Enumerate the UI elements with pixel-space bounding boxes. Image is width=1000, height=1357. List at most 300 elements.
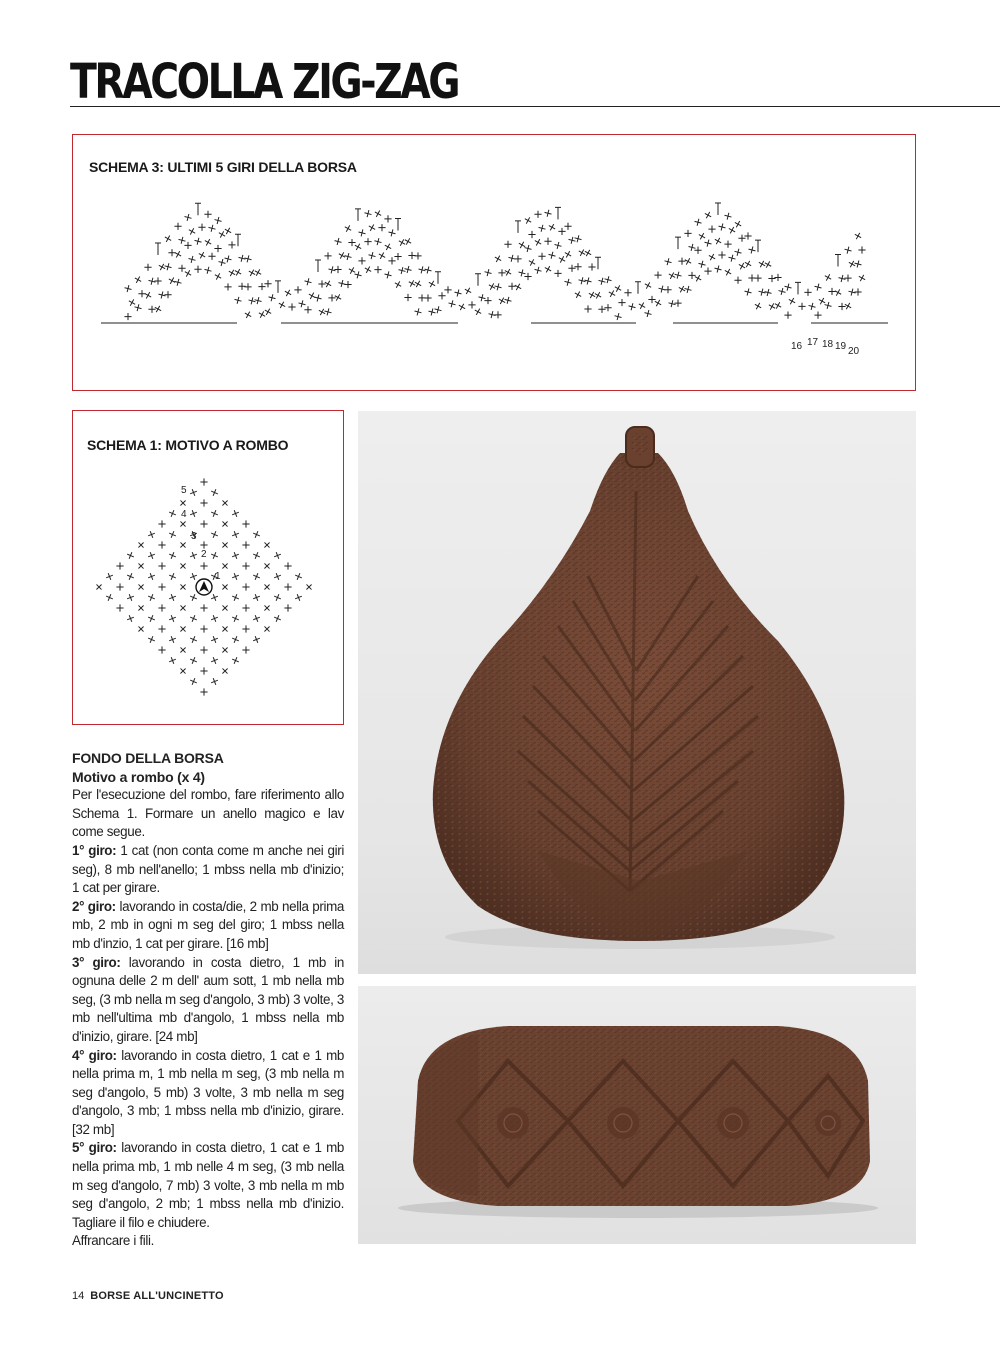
- stitch-symbol: [232, 657, 239, 664]
- stitch-symbol: [734, 277, 741, 284]
- stitch-symbol: [158, 541, 165, 548]
- stitch-symbol: [232, 510, 239, 517]
- stitch-symbol: [409, 280, 415, 286]
- schema3-round-17: 17: [807, 337, 819, 348]
- stitch-symbol: [318, 280, 325, 287]
- stitch-symbol: [208, 253, 215, 260]
- stitch-symbol: [719, 224, 726, 231]
- stitch-symbol: [178, 265, 185, 272]
- stitch-symbol: [579, 277, 586, 284]
- stitch-symbol: [739, 263, 745, 269]
- stitch-symbol: [299, 300, 306, 307]
- stitch-symbol: [305, 278, 312, 285]
- stitch-symbol: [180, 647, 185, 652]
- stitch-symbol: [211, 657, 218, 664]
- stitch-symbol: [705, 212, 711, 218]
- stitch-symbol: [255, 297, 262, 304]
- stitch-symbol: [319, 309, 325, 315]
- stitch-symbol: [138, 605, 143, 610]
- stitch-symbol: [138, 626, 143, 631]
- bag-photo-bottom: [358, 986, 916, 1244]
- stitch-symbol: [180, 626, 185, 631]
- stitch-symbol: [339, 252, 345, 258]
- stitch-symbol: [374, 266, 381, 273]
- footer: [72, 1290, 224, 1302]
- stitch-symbol: [859, 275, 865, 281]
- stitch-symbol: [384, 215, 391, 222]
- stitch-symbol: [695, 219, 702, 226]
- stitch-symbol: [819, 298, 825, 304]
- stitch-symbol: [274, 594, 281, 601]
- stitch-symbol: [569, 237, 576, 244]
- stitch-symbol: [135, 277, 141, 283]
- stitch-symbol: [568, 265, 575, 272]
- stitch-symbol: [335, 238, 342, 245]
- stitch-symbol: [309, 293, 315, 299]
- stitch-symbol: [709, 254, 715, 260]
- stitch-symbol: [204, 211, 211, 218]
- stitch-symbol: [545, 266, 551, 272]
- stitch-symbol: [232, 636, 239, 643]
- stitch-symbol: [211, 678, 218, 685]
- stitch-symbol: [253, 615, 260, 622]
- stitch-symbol: [498, 269, 505, 276]
- stitch-symbol: [715, 266, 722, 273]
- stitch-symbol: [598, 306, 605, 313]
- stitch-symbol: [684, 230, 691, 237]
- schema1-round-3: 3: [191, 531, 197, 542]
- stitch-symbol: [618, 299, 625, 306]
- schema1-round-1: 1: [215, 571, 221, 582]
- stitch-symbol: [414, 252, 421, 259]
- stitch-symbol: [378, 224, 385, 231]
- round-4-label: 4° giro:: [72, 1047, 117, 1063]
- stitch-symbol: [405, 238, 411, 244]
- stitch-symbol: [238, 283, 245, 290]
- stitch-symbol: [858, 246, 865, 253]
- stitch-symbol: [394, 253, 401, 260]
- bag-photo-front: [358, 411, 916, 974]
- stitch-symbol: [225, 255, 232, 262]
- stitch-symbol: [106, 573, 113, 580]
- stitch-symbol: [222, 605, 227, 610]
- stitch-symbol: [404, 294, 411, 301]
- stitch-symbol: [715, 203, 721, 215]
- stitch-symbol: [845, 303, 851, 309]
- stitch-symbol: [129, 299, 135, 305]
- stitch-symbol: [127, 615, 134, 622]
- stitch-symbol: [222, 668, 227, 673]
- round-1-label: 1° giro:: [72, 842, 117, 858]
- stitch-symbol: [158, 646, 165, 653]
- round-2-body: lavorando in costa/die, 2 mb nella prima mb, 2 mb in ogni m seg del giro; 1 mbss nella mb d'inzio, 1 cat per girare. [16 mb]: [72, 898, 344, 951]
- stitch-symbol: [385, 271, 392, 278]
- stitch-symbol: [494, 311, 501, 318]
- stitch-symbol: [249, 297, 256, 304]
- stitch-symbol: [584, 305, 591, 312]
- stitch-symbol: [253, 636, 260, 643]
- stitch-symbol: [135, 304, 142, 311]
- stitch-symbol: [124, 313, 131, 320]
- stitch-symbol: [355, 244, 361, 250]
- stitch-symbol: [279, 302, 285, 308]
- stitch-symbol: [180, 521, 185, 526]
- round-3-body: lavorando in costa dietro, 1 mb in ognuna delle 2 m dell' aum sott, 1 mb nella mb seg, (3 mb nella m seg d'angolo, 3 mb) 3 volte, 3 mb nell'ultima mb d'angolo, 1 mbss nella mb d'inizio, girare. [24 mb]: [72, 954, 344, 1044]
- stitch-symbol: [274, 573, 281, 580]
- stitch-symbol: [184, 242, 191, 249]
- stitch-symbol: [232, 615, 239, 622]
- stitch-symbol: [232, 573, 239, 580]
- stitch-symbol: [855, 261, 862, 268]
- stitch-symbol: [595, 257, 601, 269]
- stitch-symbol: [285, 290, 291, 296]
- stitch-symbol: [375, 238, 382, 245]
- stitch-symbol: [415, 281, 421, 287]
- stitch-symbol: [674, 300, 681, 307]
- stitch-symbol: [190, 615, 197, 622]
- stitch-symbol: [190, 636, 197, 643]
- stitch-symbol: [828, 288, 835, 295]
- stitch-symbol: [264, 563, 269, 568]
- stitch-symbol: [222, 563, 227, 568]
- stitch-symbol: [349, 267, 355, 273]
- stitch-symbol: [694, 247, 701, 254]
- stitch-symbol: [664, 286, 671, 293]
- stitch-symbol: [724, 241, 731, 248]
- instructions-subheading: Motivo a rombo (x 4): [72, 768, 205, 785]
- stitch-symbol: [274, 552, 281, 559]
- stitch-symbol: [222, 542, 227, 547]
- stitch-symbol: [198, 224, 205, 231]
- stitch-symbol: [96, 584, 101, 589]
- stitch-symbol: [855, 233, 861, 239]
- stitch-symbol: [655, 300, 661, 306]
- stitch-symbol: [145, 292, 151, 298]
- stitch-symbol: [168, 249, 175, 256]
- stitch-symbol: [284, 562, 291, 569]
- stitch-symbol: [815, 284, 822, 291]
- stitch-symbol: [200, 478, 207, 485]
- stitch-symbol: [348, 239, 355, 246]
- stitch-symbol: [779, 288, 786, 295]
- stitch-symbol: [735, 221, 741, 227]
- stitch-symbol: [315, 260, 321, 272]
- stitch-symbol: [524, 273, 531, 280]
- stitch-symbol: [725, 213, 732, 220]
- stitch-symbol: [599, 278, 606, 285]
- stitch-symbol: [425, 266, 432, 273]
- stitch-symbol: [385, 244, 391, 250]
- stitch-symbol: [529, 259, 535, 265]
- schema3-label: SCHEMA 3: ULTIMI 5 GIRI DELLA BORSA: [89, 159, 357, 175]
- stitch-symbol: [169, 636, 176, 643]
- stitch-symbol: [200, 625, 207, 632]
- stitch-symbol: [265, 309, 271, 315]
- stitch-symbol: [364, 238, 371, 245]
- stitch-symbol: [264, 605, 269, 610]
- stitch-symbol: [195, 238, 202, 245]
- stitch-symbol: [639, 303, 645, 309]
- stitch-symbol: [735, 249, 742, 256]
- stitch-symbol: [154, 277, 161, 284]
- round-3-text: [72, 954, 344, 1047]
- stitch-symbol: [554, 270, 561, 277]
- stitch-symbol: [344, 281, 351, 288]
- stitch-symbol: [253, 531, 260, 538]
- stitch-symbol: [232, 552, 239, 559]
- stitch-symbol: [200, 499, 207, 506]
- round-2-text: [72, 898, 344, 954]
- stitch-symbol: [148, 615, 155, 622]
- stitch-symbol: [535, 267, 542, 274]
- stitch-symbol: [515, 284, 521, 290]
- stitch-symbol: [180, 563, 185, 568]
- stitch-symbol: [345, 253, 352, 260]
- stitch-symbol: [180, 584, 185, 589]
- stitch-symbol: [809, 303, 816, 310]
- stitch-symbol: [745, 261, 751, 267]
- stitch-symbol: [685, 258, 691, 264]
- stitch-symbol: [200, 541, 207, 548]
- stitch-symbol: [669, 300, 676, 307]
- stitch-symbol: [835, 289, 841, 295]
- stitch-symbol: [555, 242, 562, 249]
- stitch-symbol: [284, 583, 291, 590]
- stitch-symbol: [245, 312, 251, 318]
- stitch-symbol: [545, 210, 552, 217]
- stitch-symbol: [495, 256, 501, 262]
- stitch-symbol: [148, 594, 155, 601]
- stitch-symbol: [645, 310, 652, 317]
- stitch-symbol: [555, 207, 561, 219]
- stitch-symbol: [769, 303, 775, 309]
- stitch-symbol: [609, 291, 615, 297]
- stitch-symbol: [169, 615, 176, 622]
- round-4-text: [72, 1047, 344, 1140]
- stitch-symbol: [705, 240, 712, 247]
- stitch-symbol: [369, 225, 375, 231]
- stitch-symbol: [685, 286, 692, 293]
- stitch-symbol: [635, 282, 641, 294]
- stitch-symbol: [222, 626, 227, 631]
- stitch-symbol: [334, 266, 341, 273]
- stitch-symbol: [195, 203, 201, 215]
- stitch-symbol: [699, 233, 705, 239]
- stitch-symbol: [169, 531, 176, 538]
- stitch-symbol: [158, 625, 165, 632]
- stitch-symbol: [339, 280, 346, 287]
- stitch-symbol: [148, 552, 155, 559]
- stitch-symbol: [438, 292, 445, 299]
- stitch-symbol: [269, 294, 276, 301]
- stitch-symbol: [200, 667, 207, 674]
- stitch-symbol: [814, 312, 821, 319]
- schema3-round-20: 20: [848, 346, 860, 357]
- stitch-symbol: [294, 286, 301, 293]
- stitch-symbol: [389, 229, 396, 236]
- stitch-symbol: [185, 270, 191, 276]
- stitch-symbol: [295, 573, 302, 580]
- stitch-symbol: [365, 210, 372, 217]
- stitch-symbol: [795, 282, 801, 294]
- stitch-symbol: [169, 594, 176, 601]
- stitch-symbol: [515, 221, 521, 233]
- stitch-symbol: [200, 562, 207, 569]
- stitch-symbol: [190, 573, 197, 580]
- stitch-symbol: [179, 237, 186, 244]
- stitch-symbol: [419, 266, 426, 273]
- stitch-symbol: [158, 583, 165, 590]
- instructions-heading: FONDO DELLA BORSA: [72, 750, 224, 766]
- schema1-box: [72, 410, 344, 725]
- stitch-symbol: [399, 239, 405, 245]
- stitch-symbol: [525, 245, 532, 252]
- stitch-symbol: [219, 259, 226, 266]
- stitch-symbol: [465, 288, 471, 294]
- stitch-symbol: [138, 584, 143, 589]
- stitch-symbol: [165, 263, 172, 270]
- stitch-symbol: [138, 542, 143, 547]
- stitch-symbol: [169, 573, 176, 580]
- stitch-symbol: [205, 239, 211, 245]
- stitch-symbol: [395, 281, 401, 287]
- round-5-text: [72, 1139, 344, 1232]
- stitch-symbol: [789, 298, 795, 304]
- stitch-symbol: [127, 552, 134, 559]
- stitch-symbol: [189, 228, 195, 234]
- stitch-symbol: [345, 225, 351, 231]
- stitch-symbol: [459, 304, 465, 310]
- stitch-symbol: [158, 604, 165, 611]
- stitch-symbol: [242, 583, 249, 590]
- stitch-symbol: [222, 584, 227, 589]
- stitch-symbol: [209, 225, 216, 232]
- schema3-round-16: 16: [791, 341, 803, 352]
- stitch-symbol: [675, 237, 681, 249]
- stitch-symbol: [295, 594, 302, 601]
- stitch-symbol: [116, 562, 123, 569]
- stitch-symbol: [615, 285, 621, 291]
- stitch-symbol: [505, 269, 511, 275]
- stitch-symbol: [484, 297, 491, 304]
- stitch-symbol: [495, 283, 502, 290]
- stitch-symbol: [242, 520, 249, 527]
- stitch-symbol: [718, 251, 725, 258]
- stitch-symbol: [127, 573, 134, 580]
- stitch-symbol: [429, 281, 435, 287]
- stitch-symbol: [604, 304, 611, 311]
- stitch-symbol: [679, 286, 685, 292]
- stitch-symbol: [148, 306, 155, 313]
- stitch-symbol: [325, 281, 331, 287]
- stitch-symbol: [169, 278, 175, 284]
- stitch-symbol: [200, 688, 207, 695]
- stitch-symbol: [534, 211, 541, 218]
- stitch-symbol: [365, 267, 371, 273]
- stitch-symbol: [508, 283, 515, 290]
- stitch-symbol: [190, 489, 197, 496]
- stitch-symbol: [844, 274, 851, 281]
- schema1-diagram: [73, 411, 345, 726]
- stitch-symbol: [455, 289, 462, 296]
- stitch-symbol: [222, 500, 227, 505]
- stitch-symbol: [235, 297, 242, 304]
- stitch-symbol: [574, 263, 581, 270]
- stitch-symbol: [588, 263, 595, 270]
- title-rule: [70, 106, 1000, 107]
- stitch-symbol: [648, 296, 655, 303]
- stitch-symbol: [544, 238, 551, 245]
- stitch-symbol: [575, 235, 582, 242]
- stitch-symbol: [585, 250, 591, 256]
- stitch-symbol: [180, 542, 185, 547]
- stitch-symbol: [211, 636, 218, 643]
- stitch-symbol: [190, 510, 197, 517]
- publication-name: BORSE ALL'UNCINETTO: [90, 1290, 224, 1302]
- stitch-symbol: [379, 253, 385, 259]
- stitch-symbol: [228, 241, 235, 248]
- round-2-label: 2° giro:: [72, 898, 116, 914]
- stitch-symbol: [535, 239, 541, 245]
- stitch-symbol: [485, 269, 492, 276]
- schema3-round-18: 18: [822, 339, 834, 350]
- stitch-symbol: [435, 306, 442, 313]
- stitch-symbol: [729, 255, 736, 262]
- stitch-symbol: [388, 257, 395, 264]
- round-5-label: 5° giro:: [72, 1140, 117, 1156]
- round-5-body: lavorando in costa dietro, 1 cat e 1 mb nella prima mb, 1 mb nelle 4 m seg, (3 mb nella m seg d'angolo, 7 mb) 3 volte, 3 mb nella m mb seg d'angolo, 2 mb; 1 mbss nella mb d'inizio. Tagliare il filo e chiudere.: [72, 1140, 344, 1230]
- stitch-symbol: [180, 500, 185, 505]
- stitch-symbol: [768, 275, 775, 282]
- stitch-symbol: [224, 283, 231, 290]
- stitch-symbol: [595, 292, 601, 298]
- stitch-symbol: [253, 594, 260, 601]
- stitch-symbol: [190, 678, 197, 685]
- stitch-symbol: [180, 605, 185, 610]
- stitch-symbol: [158, 562, 165, 569]
- stitch-symbol: [200, 646, 207, 653]
- stitch-symbol: [159, 264, 165, 270]
- stitch-symbol: [699, 261, 706, 268]
- stitch-symbol: [708, 226, 715, 233]
- stitch-symbol: [355, 271, 362, 278]
- stitch-symbol: [200, 520, 207, 527]
- stitch-symbol: [211, 615, 218, 622]
- instructions-intro: Per l'esecuzione del rombo, fare riferimento allo Schema 1. Formare un anello magico e lav come segue.: [72, 787, 344, 840]
- stitch-symbol: [645, 282, 651, 288]
- instructions: [72, 749, 344, 1251]
- stitch-symbol: [158, 520, 165, 527]
- stitch-symbol: [200, 604, 207, 611]
- stitch-symbol: [199, 252, 205, 258]
- stitch-symbol: [678, 258, 685, 265]
- schema1-label: SCHEMA 1: MOTIVO A ROMBO: [87, 437, 289, 453]
- stitch-symbol: [579, 250, 585, 256]
- stitch-symbol: [249, 270, 255, 276]
- stitch-symbol: [205, 267, 212, 274]
- stitch-symbol: [405, 266, 412, 273]
- stitch-symbol: [624, 289, 631, 296]
- stitch-symbol: [654, 271, 661, 278]
- stitch-symbol: [175, 279, 182, 286]
- stitch-symbol: [504, 241, 511, 248]
- stitch-symbol: [264, 584, 269, 589]
- stitch-symbol: [435, 272, 441, 284]
- stitch-symbol: [558, 228, 565, 235]
- stitch-symbol: [211, 510, 218, 517]
- round-1-body: 1 cat (non conta come m anche nei giri seg), 8 mb nell'anello; 1 mbss nella mb d'inizio; 1 cat per girare.: [72, 842, 344, 896]
- stitch-symbol: [355, 209, 361, 221]
